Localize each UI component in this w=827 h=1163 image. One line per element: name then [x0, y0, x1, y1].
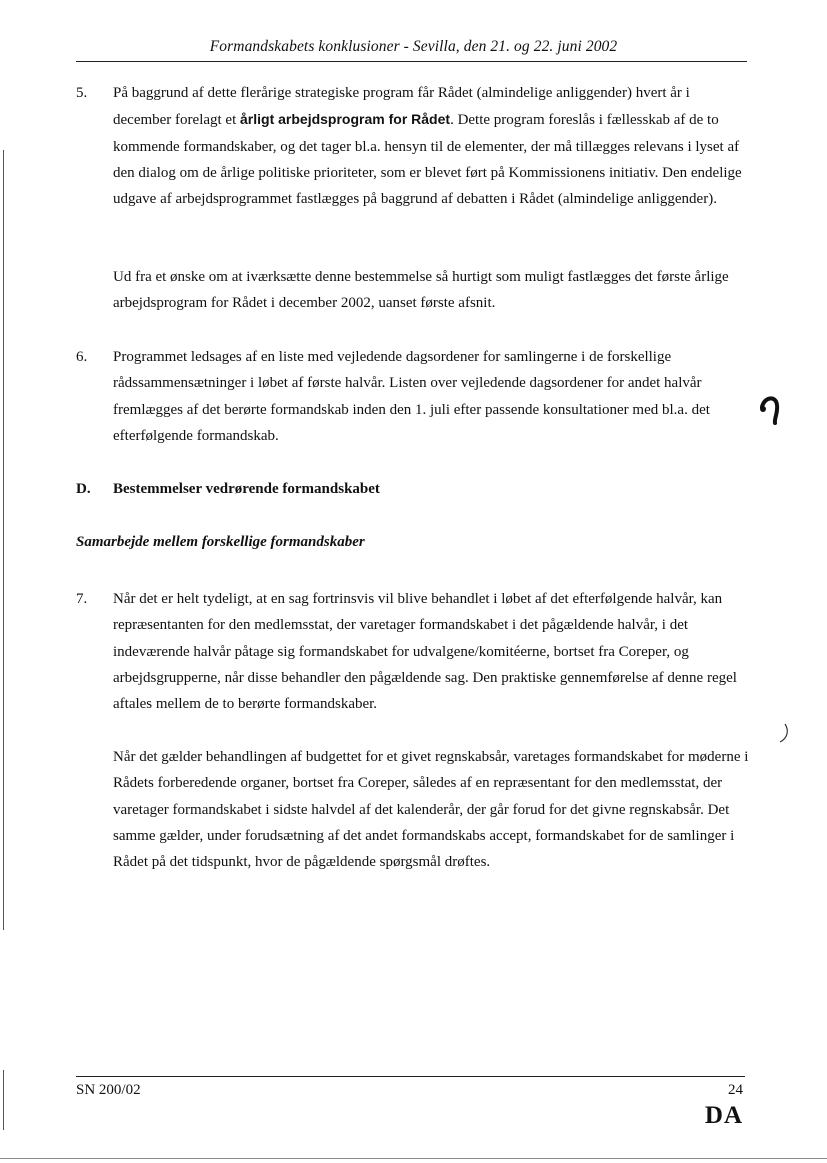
item-paragraph: Når det er helt tydeligt, at en sag fortrinsvis vil blive behandlet i løbet af det efterfølgende halvår, kan repræsentanten for den medlemsstat, der varetager formandskabet i det pågældende halvår, i det indeværende halvår påtage sig formandskabet for udvalgene/komitéerne, bortset fra Coreper, og arbejdsgrupperne, når disse behandler den pågældende sag. Den praktiske gennemførelse af denne regel aftales mellem de to berørte formandskaber. — [113, 591, 737, 713]
running-header: Formandskabets konklusioner - Sevilla, den 21. og 22. juni 2002 — [209, 38, 618, 55]
item-paragraph: Programmet ledsages af en liste med vejledende dagsordener for samlingerne i de forskellige rådssammensætninger i løbet af første halvår. Listen over vejledende dagsordener for andet halvår fremlægges af det berørte formandskab inden den 1. juli efter passende konsultationer med bl.a. det efterfølgende formandskab. — [113, 349, 710, 444]
section-letter: D. — [76, 481, 91, 497]
paragraph-text: . Dette program foreslås i fællesskab af de to kommende formandskaber, og det tager bl.a. hensyn til de elementer, der må tillægges relevans i lyset af den dialog om de årlige politiske prioriteter, som er blevet ført på Kommissionens initiativ. Den endelige udgave af arbejdsprogrammet fastlægges på baggrund af debatten i Rådet (almindelige anliggender). — [113, 112, 742, 208]
language-code: DA — [704, 1102, 743, 1129]
section-title: Bestemmelser vedrørende formandskabet — [113, 481, 380, 497]
page-number: 24 — [728, 1082, 743, 1098]
scan-edge-line — [3, 1070, 4, 1130]
scan-bottom-line — [0, 1158, 827, 1159]
paragraph-text: På baggrund af dette flerårige strategiske program får Rådet (almindelige anliggender) hvert år i december forelagt et — [113, 85, 690, 129]
subsection-heading: Samarbejde mellem forskellige formandskaber — [76, 534, 365, 550]
item-number: 7. — [76, 591, 88, 607]
scan-edge-line — [3, 150, 4, 930]
document-reference: SN 200/02 — [76, 1082, 141, 1098]
item-paragraph: Ud fra et ønske om at iværksætte denne bestemmelse så hurtigt som muligt fastlægges det første årlige arbejdsprogram for Rådet i december 2002, uanset første afsnit. — [113, 269, 729, 312]
bold-phrase: årligt arbejdsprogram for Rådet — [240, 111, 451, 128]
header-rule — [76, 61, 747, 62]
item-number: 5. — [76, 85, 88, 101]
margin-hook-mark — [758, 395, 782, 425]
item-paragraph: Når det gælder behandlingen af budgettet for et givet regnskabsår, varetages formandskabet for møderne i Rådets forberedende organer, bortset fra Coreper, således af en repræsentant for den medlemsstat, der varetager formandskabet i sidste halvdel af det kalenderår, der går forud for det givne regnskabsår. Det samme gælder, under forudsætning af det andet formandskabs accept, formandskabet for de samlinger i Rådet på det tidspunkt, hvor de pågældende spørgsmål drøftes. — [113, 749, 749, 871]
footer-rule — [76, 1076, 745, 1077]
item-number: 6. — [76, 349, 88, 365]
item-paragraph — [113, 80, 749, 212]
margin-bracket-mark — [778, 722, 792, 746]
